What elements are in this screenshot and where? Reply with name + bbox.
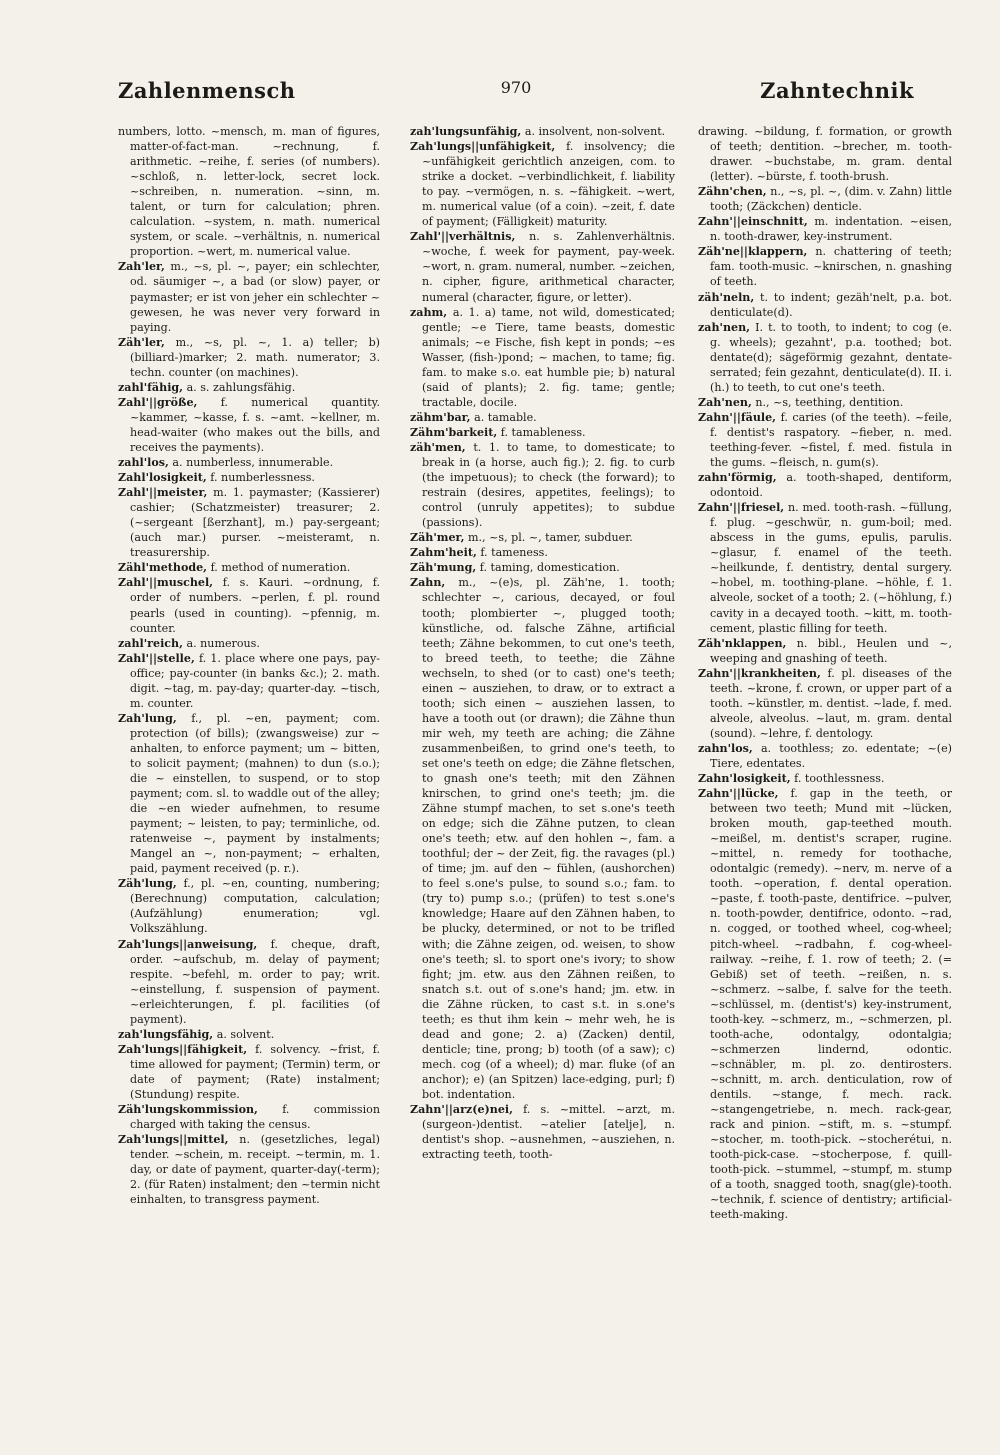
entry-headword: zahl'los, [118,456,169,470]
entry-headword: Zäh'lung, [118,877,177,891]
entry-headword: zahl'fähig, [118,380,184,394]
entry-definition: a. tamable. [474,410,537,424]
entry-headword: Zahl'||meister, [118,486,208,500]
column-2 [410,124,675,1354]
entry-headword: Zahl'||muschel, [118,576,214,590]
entry-headword: Zahl'losigkeit, [118,471,207,485]
entry-definition: a. tooth-shaped, dentiform, odontoid. [710,471,952,500]
entry-definition: m., ~s, pl. ~, payer; ein schlechter, od. säumiger ~, a bad (or slow) payer, or paymaster; er ist von jeher ein schlechter ~ gewesen, he was never very forward in paying. [130,260,380,334]
dictionary-entry [118,485,380,560]
entry-headword: zah'lungsfähig, [118,1027,214,1041]
entry-headword: Zahn'||arz(e)nei, [410,1103,513,1117]
dictionary-entry [118,395,380,455]
entry-definition: f. gap in the teeth, or between two teeth; Mund mit ~lücken, broken mouth, gap-teethed mouth. ~meißel, m. dentist's scraper, rugine. ~mittel, n. remedy for toothache, odontalgic (remedy). ~nerv, m. nerve of a tooth. ~operation, f. dental operation. ~paste, f. tooth-paste, dentifrice. ~pulver, n. tooth-powder, dentifrice, odonto. ~rad, n. cogged, or toothed wheel, cog-wheel; pitch-wheel. ~radbahn, f. cog-wheel-railway. ~reihe, f. 1. row of teeth; 2. (= Gebiß) set of teeth. ~reißen, n. s. ~schmerz. ~salbe, f. salve for the teeth. ~schlüssel, m. (dentist's) key-instrument, tooth-key. ~schmerz, m., ~schmerzen, pl. tooth-ache, odontalgy, odontalgia; ~schmerzen lindernd, odontic. ~schnäbler, m. pl. zo. dentirosters. ~schnitt, m. arch. denticulation, row of dentils. ~stange, f. mech. rack. ~stangengetriebe, n. mech. rack-gear, rack and pinion. ~stift, m. s. ~stumpf. ~stocher, m. tooth-pick. ~stocherétui, n. tooth-pick-case. ~stocherpose, f. quill-tooth-pick. ~stummel, ~stumpf, m. stump of a tooth, snagged tooth, snag(gle)-tooth. ~technik, f. science of dentistry; artificial-teeth-making. [710,787,952,1222]
entry-definition: a. toothless; zo. edentate; ~(e) Tiere, edentates. [710,741,952,770]
header-catchword-right: Zahntechnik [760,78,914,103]
header-catchword-left: Zahlenmensch [118,78,296,103]
entry-definition: drawing. ~bildung, f. formation, or growth of teeth; dentition. ~brecher, m. tooth-drawer. ~buchstabe, m. gram. dental (letter). ~bürste, f. tooth-brush. [698,125,952,184]
entry-headword: zah'nen, [698,320,751,334]
entry-definition: t. to indent; gezäh'nelt, p.a. bot. denticulate(d). [710,290,952,319]
entry-definition: m., ~(e)s, pl. Zäh'ne, 1. tooth; schlechter ~, carious, decayed, or foul tooth; plombierter ~, plugged tooth; künstliche, od. falsche Zähne, artificial teeth; Zähne bekommen, to cut one's teeth, to breed teeth, to teethe; die Zähne wechseln, to shed (or to cast) one's teeth; einen ~ ausziehen, to draw, or to extract a tooth; sich einen ~ ausziehen lassen, to have a tooth out (or drawn); die Zähne thun mir weh, my teeth are aching; die Zähne zusammenbeißen, to grind one's teeth, to set one's teeth on edge; die Zähne fletschen, to gnash one's teeth; mit den Zähnen knirschen, to grind one's teeth; jm. die Zähne stumpf machen, to set s.one's teeth on edge; sich die Zähne putzen, to clean one's teeth; etw. auf den hohlen ~, fam. a toothful; der ~ der Zeit, fig. the ravages (pl.) of time; jm. auf den ~ fühlen, (aushorchen) to feel s.one's pulse, to sound s.o.; fam. to (try to) pump s.o.; (prüfen) to test s.one's knowledge; Haare auf den Zähnen haben, to be plucky, determined, or not to be trifled with; die Zähne zeigen, od. weisen, to show one's teeth; sl. to sport one's ivory; to show fight; jm. etw. aus den Zähnen reißen, to snatch s.t. out of s.one's hand; jm. etw. in die Zähne rücken, to cast s.t. in s.one's teeth; es thut ihm kein ~ mehr weh, he is dead and gone; 2. a) (Zacken) dentil, denticle; tine, prong; b) tooth (of a saw); c) mech. cog (of a wheel); d) mar. fluke (of an anchor); e) (an Spitzen) lace-edging, purl; f) bot. indentation. [422,576,675,1101]
entry-headword: Zahn'||einschnitt, [698,215,808,229]
entry-headword: Zähl'methode, [118,561,208,575]
entry-headword: zähm'bar, [410,410,471,424]
entry-headword: Zah'ler, [118,260,165,274]
dictionary-entry [410,530,675,545]
dictionary-entry [410,124,675,139]
dictionary-entry [410,560,675,575]
entry-definition: t. 1. to tame, to domesticate; to break in (a horse, auch fig.); 2. fig. to curb (the impetuous); to check (the forward); to restrain (desires, appetites, feelings); to control (unruly appetites); to subdue (passions). [422,440,675,530]
entry-definition: f., pl. ~en, payment; com. protection (of bills); (zwangsweise) zur ~ anhalten, to enforce payment; um ~ bitten, to solicit payment; (mahnen) to dun (s.o.); die ~ einstellen, to suspend, or to stop payment; com. sl. to waddle out of the alley; die ~en wieder aufnehmen, to resume payment; ~ leisten, to pay; terminliche, od. ratenweise ~, payment by instalments; Mangel an ~, non-payment; ~ erhalten, paid, payment received (p. r.). [130,711,380,876]
dictionary-entry [118,636,380,651]
entry-definition: f. pl. diseases of the teeth. ~krone, f. crown, or upper part of a tooth. ~künstler, m. dentist. ~lade, f. med. alveole, alveolus. ~laut, m. gram. dental (sound). ~lehre, f. dentology. [710,666,952,740]
dictionary-entry [118,651,380,711]
dictionary-entry [698,741,952,771]
entry-headword: Zahn'||friesel, [698,501,785,515]
entry-headword: Zahn'losigkeit, [698,772,791,786]
dictionary-entry [118,876,380,936]
entry-headword: Zah'nen, [698,395,752,409]
entry-headword: Zahn'||lücke, [698,787,779,801]
dictionary-entry [698,636,952,666]
entry-headword: Zah'lungs||unfähigkeit, [410,140,556,154]
dictionary-entry [118,711,380,877]
entry-definition: f. tamableness. [500,425,586,439]
dictionary-entry [698,666,952,741]
dictionary-entry [410,440,675,530]
entry-headword: Zähn'chen, [698,185,767,199]
entry-headword: Zäh'nklappen, [698,636,787,650]
dictionary-entry [118,937,380,1027]
entry-definition: f. cheque, draft, order. ~aufschub, m. delay of payment; respite. ~befehl, m. order to pay; writ. ~einstellung, f. suspension of payment. ~erleichterungen, f. pl. facilities (of payment). [130,937,380,1026]
entry-definition: f. solvency. ~frist, f. time allowed for payment; (Termin) term, or date of payment; (Rate) instalment; (Stundung) respite. [130,1042,380,1101]
entry-headword: zahn'förmig, [698,471,777,485]
entry-definition: f. method of numeration. [210,561,351,575]
entry-headword: zäh'men, [410,440,466,454]
entry-definition: n. med. tooth-rash. ~füllung, f. plug. ~geschwür, n. gum-boil; med. abscess in the gums, epulis, parulis. ~glasur, f. enamel of the teeth. ~heilkunde, f. dentistry, dental surgery. ~hobel, m. toothing-plane. ~höhle, f. 1. alveole, socket of a tooth; 2. (~höhlung, f.) cavity in a decayed tooth. ~kitt, m. tooth-cement, plastic filling for teeth. [710,501,952,635]
entry-definition: m. 1. paymaster; (Kassierer) cashier; (Schatzmeister) treasurer; 2. (~sergeant [ßerzhant], m.) pay-sergeant; (auch mar.) purser. ~meisteramt, n. treasurership. [130,486,380,560]
entry-headword: Zahn'||krankheiten, [698,666,821,680]
dictionary-entry [698,124,952,184]
entry-headword: Zahn'||fäule, [698,410,777,424]
entry-definition: f. s. ~mittel. ~arzt, m. (surgeon-)dentist. ~atelier [atelje], n. dentist's shop. ~ausnehmen, ~ausziehen, n. extracting teeth, tooth- [422,1103,675,1162]
entry-definition: a. numberless, innumerable. [172,456,334,470]
entry-definition: a. numerous. [186,636,260,650]
entry-definition: a. 1. a) tame, not wild, domesticated; gentle; ~e Tiere, tame beasts, domestic animals; ~e Fische, fish kept in ponds; ~es Wasser, (fish-)pond; ~ machen, to tame; fig. fam. to make s.o. eat humble pie; b) natural (said of plants); 2. fig. tame; gentle; tractable, docile. [422,305,675,409]
entry-definition: numbers, lotto. ~mensch, m. man of figures, matter-of-fact-man. ~rechnung, f. arithmetic. ~reihe, f. series (of numbers). ~schloß, n. letter-lock, secret lock. ~schreiben, n. numeration. ~sinn, m. talent, or turn for calculation; phren. calculation. ~system, n. math. numerical system, or scale. ~verhältnis, n. numerical proportion. ~wert, m. numerical value. [118,125,380,259]
dictionary-entry [118,1027,380,1042]
dictionary-entry [118,124,380,259]
dictionary-entry [698,320,952,395]
dictionary-entry [410,139,675,229]
entry-headword: Zäh'ler, [118,335,165,349]
entry-definition: f., pl. ~en, counting, numbering; (Berechnung) computation, calculation; (Aufzählung) enumeration; vgl. Volkszählung. [130,877,380,936]
entry-headword: Zähm'barkeit, [410,425,498,439]
entry-definition: n., ~s, pl. ~, (dim. v. Zahn) little tooth; (Zäckchen) denticle. [710,185,952,214]
entry-definition: n. chattering of teeth; fam. tooth-music. ~knirschen, n. gnashing of teeth. [710,245,952,289]
dictionary-entry [118,259,380,334]
entry-headword: zahm, [410,305,448,319]
dictionary-entry [698,244,952,289]
dictionary-entry [118,575,380,635]
entry-definition: f. numberlessness. [210,471,315,485]
entry-definition: f. commission charged with taking the census. [130,1103,380,1132]
dictionary-entry [118,1042,380,1102]
entry-headword: Zahl'||größe, [118,395,198,409]
entry-definition: n. s. Zahlenverhältnis. ~woche, f. week for payment, pay-week. ~wort, n. gram. numeral, number. ~zeichen, n. cipher, figure, arithmetical character, numeral (character, figure, or letter). [422,230,675,304]
dictionary-entry [698,786,952,1222]
entry-definition: f. insolvency; die ~unfähigkeit gerichtlich anzeigen, com. to strike a docket. ~verbindlichkeit, f. liability to pay. ~vermögen, n. s. ~fähigkeit. ~wert, m. numerical value (of a coin). ~zeit, f. date of payment; (Fälligkeit) maturity. [422,140,675,229]
entry-definition: f. 1. place where one pays, pay-office; pay-counter (in banks &c.); 2. math. digit. ~tag, m. pay-day; quarter-day. ~tisch, m. counter. [130,651,380,710]
entry-definition: f. toothlessness. [794,772,885,786]
dictionary-entry [118,1132,380,1207]
dictionary-entry [698,214,952,244]
entry-definition: n. (gesetzliches, legal) tender. ~schein, m. receipt. ~termin, m. 1. day, or date of payment, quarter-day(-term); 2. (für Raten) instalment; den ~termin nicht einhalten, to transgress payment. [130,1133,380,1207]
dictionary-entry [410,545,675,560]
entry-definition: f. tameness. [480,546,548,560]
entry-headword: Zäh'mung, [410,561,477,575]
entry-headword: zahn'los, [698,741,753,755]
dictionary-entry [698,500,952,635]
page-header [118,78,914,108]
entry-headword: Zah'lungs||fähigkeit, [118,1042,248,1056]
column-3 [698,124,952,1354]
entry-headword: Zäh'mer, [410,531,465,545]
dictionary-entry [410,1102,675,1162]
page-number: 970 [500,78,532,97]
entry-definition: f. s. Kauri. ~ordnung, f. order of numbers. ~perlen, f. pl. round pearls (used in counting). ~pfennig, m. counter. [130,576,380,635]
column-1 [118,124,380,1354]
entry-headword: zäh'neln, [698,290,755,304]
entry-definition: I. t. to tooth, to indent; to cog (e. g. wheels); gezahnt', p.a. toothed; bot. dentate(d); sägeförmig gezahnt, dentate-serrated; fein gezahnt, denticulate(d). II. i. (h.) to teeth, to cut one's teeth. [710,320,952,394]
entry-headword: Zahl'||stelle, [118,651,195,665]
dictionary-entry [118,560,380,575]
dictionary-entry [410,425,675,440]
entry-definition: a. solvent. [216,1027,275,1041]
dictionary-entry [118,1102,380,1132]
entry-headword: Zahn, [410,576,446,590]
entry-headword: Zah'lungs||anweisung, [118,937,258,951]
entry-headword: zah'lungsunfähig, [410,125,522,138]
entry-definition: f. taming, domestication. [479,561,620,575]
entry-headword: Zäh'ne||klappern, [698,245,808,259]
dictionary-entry [698,470,952,500]
entry-definition: a. s. zahlungsfähig. [186,380,296,394]
dictionary-entry [698,290,952,320]
entry-definition: m. indentation. ~eisen, n. tooth-drawer, key-instrument. [710,215,952,244]
entry-definition: a. insolvent, non-solvent. [524,125,666,138]
entry-definition: n., ~s, teething, dentition. [755,395,904,409]
dictionary-entry [118,470,380,485]
entry-headword: zahl'reich, [118,636,183,650]
dictionary-entry [118,455,380,470]
dictionary-entry [698,410,952,470]
dictionary-entry [410,305,675,410]
entry-definition: f. caries (of the teeth). ~feile, f. dentist's raspatory. ~fieber, n. med. teething-fever. ~fistel, f. med. fistula in the gums. ~fleisch, n. gum(s). [710,410,952,470]
dictionary-entry [118,335,380,380]
dictionary-entry [410,410,675,425]
dictionary-entry [410,575,675,1102]
dictionary-entry [410,229,675,304]
entry-headword: Zahl'||verhältnis, [410,230,516,244]
entry-headword: Zah'lungs||mittel, [118,1133,229,1147]
entry-headword: Zah'lung, [118,711,177,725]
dictionary-entry [118,380,380,395]
entry-definition: m., ~s, pl. ~, 1. a) teller; b) (billiard-)marker; 2. math. numerator; 3. techn. counter (on machines). [130,335,380,379]
entry-headword: Zahm'heit, [410,546,477,560]
dictionary-entry [698,395,952,410]
entry-headword: Zäh'lungskommission, [118,1103,258,1117]
entry-definition: f. numerical quantity. ~kammer, ~kasse, f. s. ~amt. ~kellner, m. head-waiter (who makes out the bills, and receives the payments). [130,395,380,454]
dictionary-entry [698,184,952,214]
entry-definition: m., ~s, pl. ~, tamer, subduer. [467,531,633,545]
dictionary-entry [698,771,952,786]
entry-definition: n. bibl., Heulen und ~, weeping and gnashing of teeth. [710,636,952,665]
